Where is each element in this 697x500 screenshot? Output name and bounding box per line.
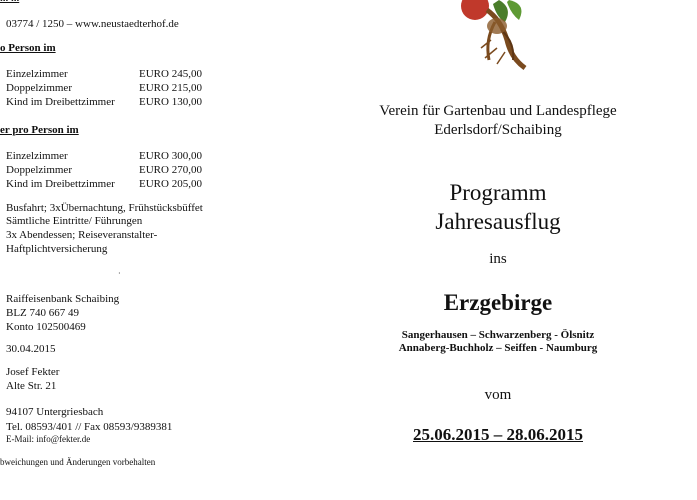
row-label: Einzelzimmer [6,68,68,80]
bank-blz: BLZ 740 667 49 [6,307,80,319]
bank-account: Konto 102500469 [6,321,86,333]
footer-note: bweichungen und Änderungen vorbehalten [0,457,156,467]
row-price: EURO 205,00 [139,178,202,190]
vom-text: vom [484,387,512,403]
section2-title: er pro Person im [0,124,79,136]
contact-line: 03774 / 1250 – www.neustaedterhof.de [6,18,179,30]
services-line: Busfahrt; 3xÜbernachtung, Frühstücksbüffet [6,202,203,214]
table-row [6,151,306,165]
section1-table [6,69,306,111]
row-price: EURO 245,00 [139,68,202,80]
services-line: Haftplichtversicherung [6,243,108,255]
row-price: EURO 300,00 [139,150,202,162]
row-price: EURO 215,00 [139,82,202,94]
row-price: EURO 130,00 [139,96,202,108]
contact-street: Alte Str. 21 [6,380,57,392]
program-line2: Jahresausflug [435,209,561,234]
row-label: Doppelzimmer [6,82,72,94]
contact-name: Josef Fekter [6,366,60,378]
table-row [6,165,306,179]
table-row [6,69,306,83]
program-line1: Programm [449,180,547,205]
address-city: 94107 Untergriesbach [6,406,104,418]
section1-title: o Person im [0,42,56,54]
date-text: 30.04.2015 [6,343,56,355]
bank-name: Raiffeisenbank Schaibing [6,293,120,305]
ins-text: ins [489,251,507,267]
row-label: Kind im Dreibettzimmer [6,178,115,190]
table-row [6,83,306,97]
route-line2: Annaberg-Buchholz – Seiffen - Naumburg [398,342,598,354]
region-title: Erzgebirge [443,290,553,315]
address-phone: Tel. 08593/401 // Fax 08593/9389381 [6,421,173,433]
table-row [6,97,306,111]
trip-dates: 25.06.2015 – 28.06.2015 [413,425,583,444]
row-label: Einzelzimmer [6,150,68,162]
row-price: EURO 270,00 [139,164,202,176]
vegetable-illustration-icon [435,0,545,72]
row-label: Doppelzimmer [6,164,72,176]
services-line: Sämtliche Eintritte/ Führungen [6,215,143,227]
org-line2: Ederlsdorf/Schaibing [434,122,562,138]
org-line1: Verein für Gartenbau und Landespflege [379,103,617,119]
row-label: Kind im Dreibettzimmer [6,96,115,108]
address-email: E-Mail: info@fekter.de [6,434,91,444]
services-line: 3x Abendessen; Reiseveranstalter- [6,229,158,241]
table-row [6,179,306,193]
left-header-partial [0,0,19,4]
route-line1: Sangerhausen – Schwarzenberg - Ölsnitz [401,329,595,341]
separator-dot: · [118,269,121,278]
section2-table [6,151,306,193]
